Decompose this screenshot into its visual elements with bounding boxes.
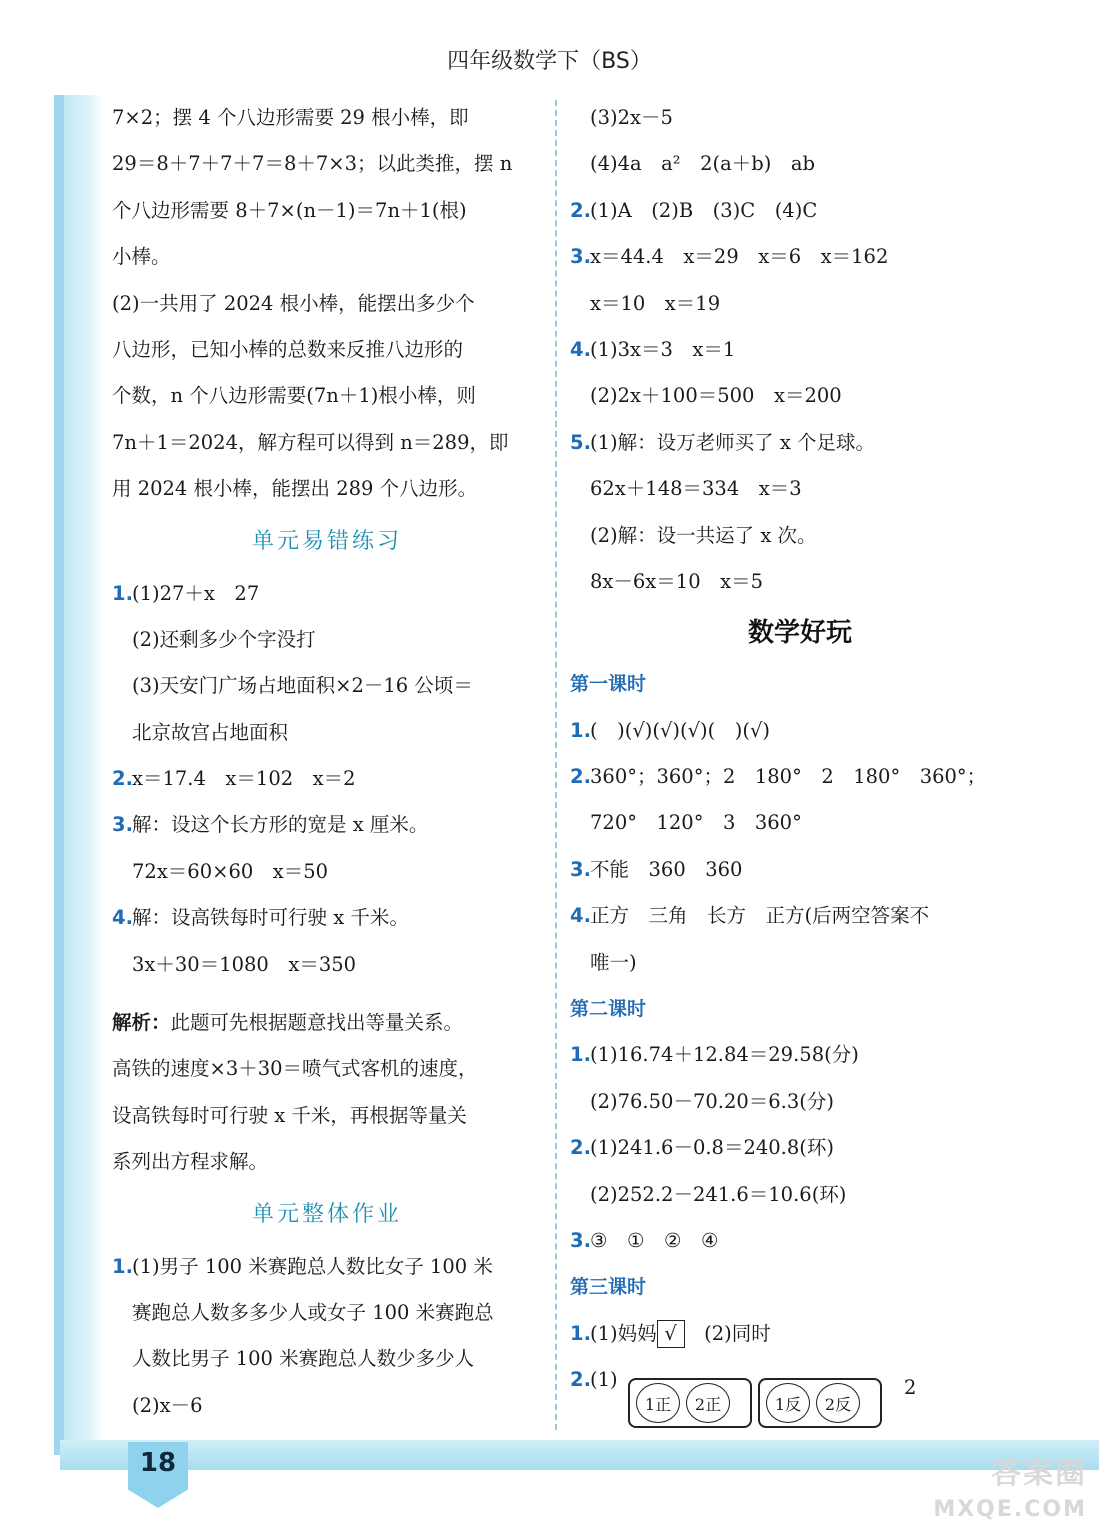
analysis-text: 此题可先根据题意找出等量关系。 <box>170 1011 464 1035</box>
answer-line <box>570 800 1030 846</box>
answer-text: (2)解：设一共运了 x 次。 <box>590 523 817 547</box>
question-number: 1. <box>570 1321 591 1345</box>
answer-line <box>112 895 542 941</box>
answer-text: 赛跑总人数多多少人或女子 100 米赛跑总 <box>132 1300 494 1324</box>
text-line: 个数，n 个八边形需要(7n＋1)根小棒，则 <box>112 384 476 408</box>
answer-line <box>570 420 1030 466</box>
answer-line <box>112 849 542 895</box>
answer-line <box>570 559 1030 605</box>
coin-group-tails <box>758 1378 882 1428</box>
column-divider <box>555 100 557 1430</box>
page-header: 四年级数学下（BS） <box>447 49 652 74</box>
answer-text: (1)解：设万老师买了 x 个足球。 <box>590 430 876 454</box>
text-line: (2)一共用了 2024 根小棒，能摆出多少个 <box>112 291 475 315</box>
question-number: 3. <box>570 1228 591 1252</box>
lesson-heading-1: 第一课时 <box>570 673 647 696</box>
left-column <box>112 95 542 1429</box>
answer-line <box>570 893 1030 939</box>
answer-text: 解：设高铁每时可行驶 x 千米。 <box>132 906 409 930</box>
analysis-line: 高铁的速度×3＋30＝喷气式客机的速度， <box>112 1057 478 1081</box>
question-number: 2. <box>570 1136 591 1160</box>
analysis-line: 设高铁每时可行驶 x 千米，再根据等量关 <box>112 1103 467 1127</box>
answer-text: 8x－6x＝10 x＝5 <box>590 569 764 593</box>
answer-line <box>112 663 542 709</box>
question-number: 1. <box>112 1254 133 1278</box>
lesson-heading-2: 第二课时 <box>570 998 647 1021</box>
answer-line <box>570 373 1030 419</box>
answer-text: 人数比男子 100 米赛跑总人数少多少人 <box>132 1347 475 1371</box>
question-number: 2. <box>570 765 591 789</box>
answer-text: 唯一) <box>590 950 637 974</box>
question-number: 3. <box>570 245 591 269</box>
answer-line <box>570 95 1030 141</box>
answer-text: (1)27＋x 27 <box>132 581 260 605</box>
answer-text: (2)2x＋100＝500 x＝200 <box>590 384 842 408</box>
answer-text: (1)男子 100 米赛跑总人数比女子 100 米 <box>132 1254 493 1278</box>
answer-line <box>570 466 1030 512</box>
watermark-line: 答案圈 <box>991 1456 1087 1491</box>
answer-line <box>570 141 1030 187</box>
answer-line <box>570 1218 1030 1264</box>
coin-icon: 1反 <box>766 1383 810 1423</box>
answer-line <box>570 1125 1030 1171</box>
section-title-math-fun: 数学好玩 <box>747 618 852 649</box>
answer-text: x＝17.4 x＝102 x＝2 <box>132 767 356 791</box>
answer-text: x＝44.4 x＝29 x＝6 x＝162 <box>590 245 889 269</box>
answer-line <box>112 802 542 848</box>
answer-text: (4)4a a² 2(a＋b) ab <box>590 152 815 176</box>
answer-line <box>112 617 542 663</box>
answer-text: (1)16.74＋12.84＝29.58(分) <box>590 1043 859 1067</box>
question-number: 2. <box>570 1368 591 1392</box>
answer-text: x＝10 x＝19 <box>590 291 721 315</box>
answer-line <box>112 756 542 802</box>
answer-line <box>570 940 1030 986</box>
check-mark-icon: √ <box>657 1320 685 1348</box>
question-number: 3. <box>112 813 133 837</box>
answer-text: (1)A (2)B (3)C (4)C <box>590 198 818 222</box>
answer-line <box>570 327 1030 373</box>
answer-text: 720° 120° 3 360° <box>590 811 802 835</box>
watermark-line: MXQE.COM <box>933 1497 1087 1522</box>
question-number: 1. <box>570 718 591 742</box>
answer-text: (2)252.2－241.6＝10.6(环) <box>590 1182 847 1206</box>
answer-text: (1) <box>590 1368 618 1392</box>
analysis-line <box>112 1000 542 1046</box>
question-number: 1. <box>112 581 133 605</box>
answer-text: 正方 三角 长方 正方(后两空答案不 <box>590 904 930 928</box>
question-number: 4. <box>112 906 133 930</box>
answer-text: 2 <box>904 1376 917 1399</box>
answer-line <box>112 942 542 988</box>
coin-icon: 2反 <box>816 1383 860 1423</box>
answer-text: 360°；360°；2 180° 2 180° 360°； <box>590 765 987 789</box>
answer-text: (3)天安门广场占地面积×2－16 公顷＝ <box>132 674 473 698</box>
answer-line <box>570 847 1030 893</box>
answer-text: 62x＋148＝334 x＝3 <box>590 477 802 501</box>
text-line: 个八边形需要 8＋7×(n－1)＝7n＋1(根) <box>112 198 467 222</box>
answer-line <box>112 571 542 617</box>
section-title-mistakes: 单元易错练习 <box>251 528 402 554</box>
answer-line <box>570 1311 1030 1357</box>
left-decor-band <box>60 95 104 1455</box>
section-title-unit-work: 单元整体作业 <box>251 1201 402 1227</box>
lesson-heading-3: 第三课时 <box>570 1276 647 1299</box>
answer-line <box>570 188 1030 234</box>
answer-line <box>570 1079 1030 1125</box>
question-number: 1. <box>570 1043 591 1067</box>
answer-line <box>570 281 1030 327</box>
question-number: 3. <box>570 857 591 881</box>
coin-icon: 1正 <box>636 1383 680 1423</box>
answer-text: 72x＝60×60 x＝50 <box>132 859 329 883</box>
answer-text: (2)同时 <box>704 1321 771 1345</box>
answer-text: 不能 360 360 <box>590 857 743 881</box>
answer-line <box>112 1336 542 1382</box>
answer-line <box>112 710 542 756</box>
text-line: 八边形，已知小棒的总数来反推八边形的 <box>112 337 464 361</box>
answer-line <box>570 1172 1030 1218</box>
right-column <box>570 95 1030 1404</box>
answer-line <box>570 1032 1030 1078</box>
answer-line <box>570 708 1030 754</box>
answer-line <box>570 513 1030 559</box>
answer-text: (1)241.6－0.8＝240.8(环) <box>590 1136 834 1160</box>
coin-group-heads <box>628 1378 752 1428</box>
answer-text: (1)3x＝3 x＝1 <box>590 337 736 361</box>
answer-text: 解：设这个长方形的宽是 x 厘米。 <box>132 813 429 837</box>
answer-text: (1)妈妈 <box>590 1321 657 1345</box>
answer-text: (2)76.50－70.20＝6.3(分) <box>590 1089 834 1113</box>
page-number: 18 <box>139 1448 177 1478</box>
answer-line <box>112 1383 542 1429</box>
question-number: 5. <box>570 430 591 454</box>
text-line: 7n＋1＝2024，解方程可以得到 n＝289，即 <box>112 430 509 454</box>
text-line: 29＝8＋7＋7＋7＝8＋7×3；以此类推，摆 n <box>112 152 513 176</box>
answer-text: ③ ① ② ④ <box>590 1228 719 1252</box>
text-line: 用 2024 根小棒，能摆出 289 个八边形。 <box>112 477 478 501</box>
text-line: 小棒。 <box>112 245 171 269</box>
question-number: 4. <box>570 904 591 928</box>
answer-text: 3x＋30＝1080 x＝350 <box>132 952 357 976</box>
analysis-line: 系列出方程求解。 <box>112 1150 269 1174</box>
answer-line <box>570 754 1030 800</box>
coin-icon: 2正 <box>686 1383 730 1423</box>
answer-line <box>112 1244 542 1290</box>
answer-text: ( )(√)(√)(√)( )(√) <box>590 718 770 742</box>
question-number: 2. <box>570 198 591 222</box>
answer-text: (2)x－6 <box>132 1393 203 1417</box>
text-line: 7×2；摆 4 个八边形需要 29 根小棒，即 <box>112 106 469 129</box>
answer-line <box>570 234 1030 280</box>
question-number: 4. <box>570 337 591 361</box>
answer-line <box>112 1290 542 1336</box>
answer-text: (2)还剩多少个字没打 <box>132 627 316 651</box>
watermark-logo <box>933 1456 1087 1528</box>
answer-text: (3)2x－5 <box>590 106 673 129</box>
analysis-label: 解析： <box>112 1011 171 1035</box>
question-number: 2. <box>112 767 133 791</box>
answer-text: 北京故宫占地面积 <box>132 720 289 744</box>
